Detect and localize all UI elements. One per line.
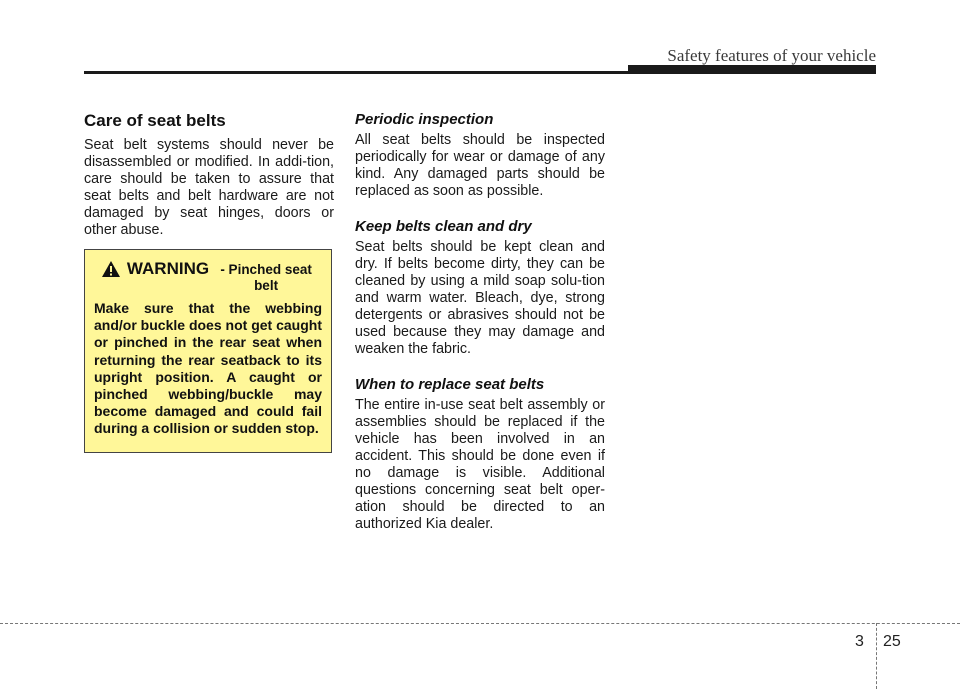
section-periodic-inspection <box>355 111 605 200</box>
section-when-to-replace <box>355 376 605 533</box>
running-header-title: Safety features of your vehicle <box>667 46 876 65</box>
section-heading: When to replace seat belts <box>355 376 545 393</box>
chapter-number: 3 <box>855 633 864 650</box>
section-body: The entire in-use seat belt assembly or assemblies should be replaced if the vehicle has been involved in an accident. This should be done even if no damage is visible. Additional questions concerning seat belt oper-ation should be directed to an authorized Kia dealer. <box>355 397 605 532</box>
warning-box <box>84 249 332 453</box>
footer-page-divider <box>876 623 877 689</box>
page-number: 25 <box>883 633 901 650</box>
section-heading: Keep belts clean and dry <box>355 218 532 235</box>
warning-header <box>94 259 322 294</box>
section-body: All seat belts should be inspected periodically for wear or damage of any kind. Any damaged parts should be replaced as soon as possible. <box>355 132 605 199</box>
section-body: Seat belts should be kept clean and dry. If belts become dirty, they can be cleaned by using a mild soap solu-tion and warm water. Bleach, dye, strong detergents or abrasives should not be used because they may damage and weaken the fabric. <box>355 239 605 357</box>
section-heading-care: Care of seat belts <box>84 111 226 130</box>
warning-label: WARNING <box>126 259 210 278</box>
section-keep-belts-clean <box>355 218 605 358</box>
left-column <box>84 111 334 239</box>
warning-triangle-icon <box>101 260 121 278</box>
section-body-care: Seat belt systems should never be disassembled or modified. In addi-tion, care should be taken to assure that seat belts and belt hardware are not damaged by seat hinges, doors or other abuse. <box>84 137 334 238</box>
right-column <box>355 111 605 551</box>
header-tab-bar <box>628 65 876 74</box>
section-heading: Periodic inspection <box>355 111 494 128</box>
warning-subtitle: - Pinched seat belt <box>220 262 312 293</box>
footer-dashed-rule <box>0 623 960 624</box>
warning-body: Make sure that the webbing and/or buckle does not get caught or pinched in the rear seat when returning the rear seatback to its upright position. A caught or pinched webbing/buckle may become damaged and could fail during a collision or sudden stop. <box>94 300 322 437</box>
